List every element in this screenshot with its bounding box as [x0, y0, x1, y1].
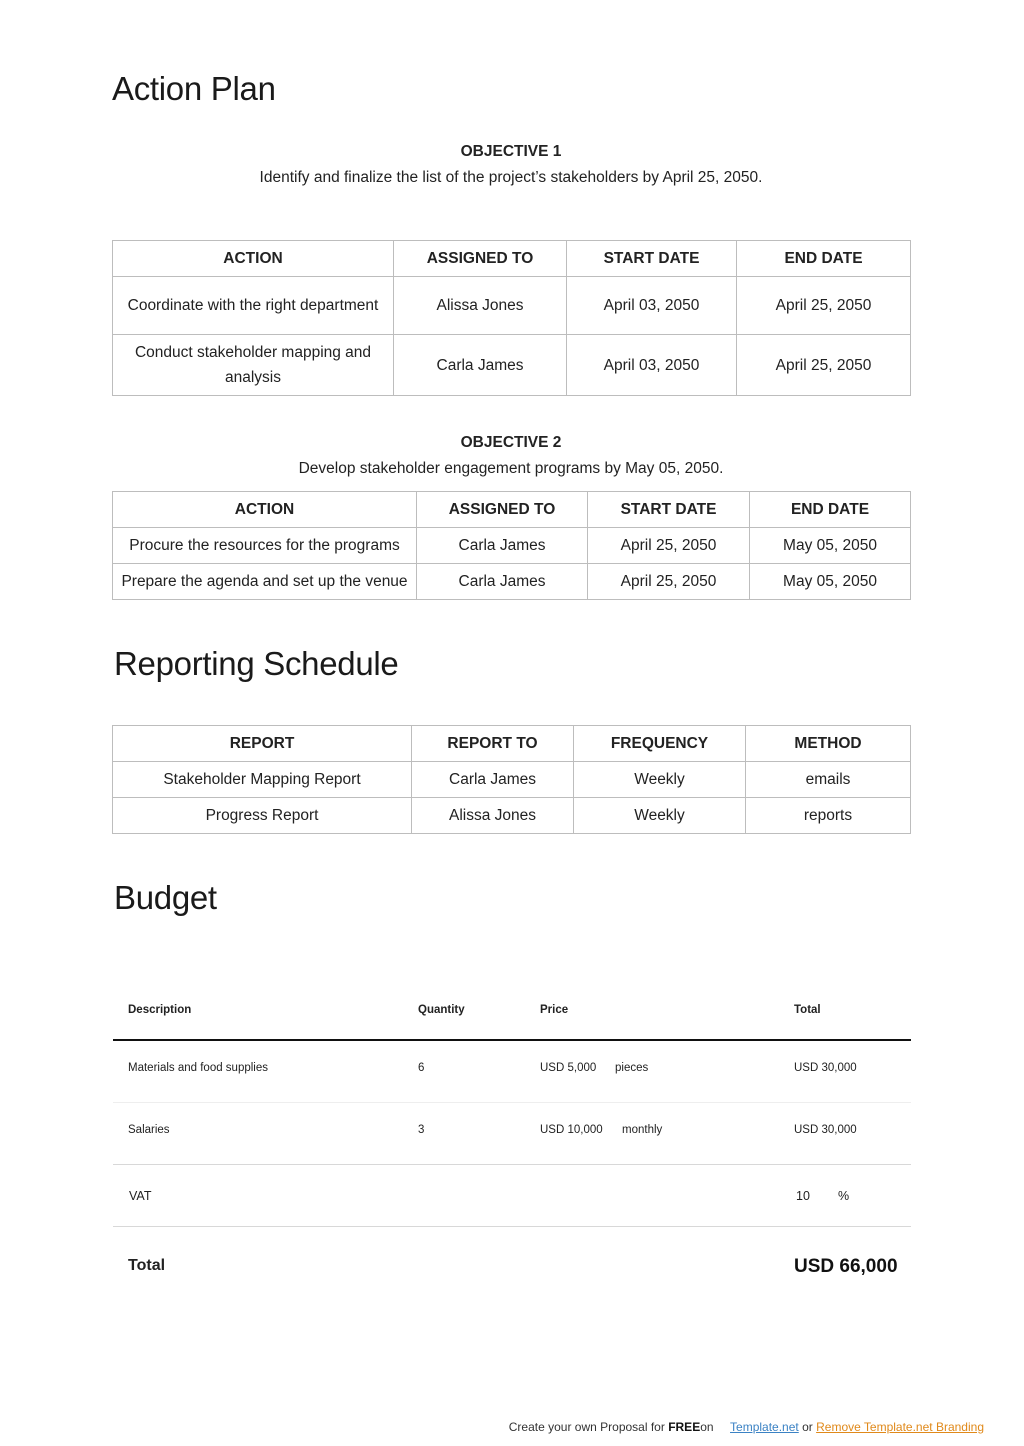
table-row [113, 528, 911, 564]
column-header: END DATE [737, 241, 911, 277]
method-cell: emails [746, 762, 911, 798]
objective-1-title: OBJECTIVE 1 [460, 143, 562, 160]
total-row [113, 1227, 911, 1307]
action-plan-heading: Action Plan [112, 70, 276, 107]
quantity-header: Quantity [418, 1004, 465, 1016]
footer-prefix: Create your own Proposal for [508, 1420, 665, 1434]
column-header: ACTION [113, 241, 394, 277]
item-total: USD 30,000 [794, 1062, 857, 1074]
total-header: Total [794, 1004, 821, 1016]
item-total: USD 30,000 [794, 1124, 857, 1136]
end-date-cell: May 05, 2050 [750, 564, 911, 600]
price-header: Price [540, 1004, 569, 1016]
assignee-cell: Carla James [394, 335, 567, 396]
action-cell: Conduct stakeholder mapping and analysis [113, 335, 394, 396]
reporting-schedule-heading: Reporting Schedule [114, 645, 399, 682]
vat-row [113, 1165, 911, 1227]
item-quantity: 6 [418, 1062, 425, 1074]
budget-item-row [113, 1103, 911, 1165]
footer-or: or [802, 1420, 813, 1434]
branding-footer [509, 1420, 984, 1434]
column-header: FREQUENCY [574, 726, 746, 762]
column-header: END DATE [750, 492, 911, 528]
objective-1-table [112, 240, 911, 396]
table-row [113, 564, 911, 600]
report-cell: Stakeholder Mapping Report [113, 762, 412, 798]
action-cell: Procure the resources for the programs [113, 528, 417, 564]
end-date-cell: April 25, 2050 [737, 277, 911, 335]
table-row [113, 335, 911, 396]
frequency-cell: Weekly [574, 762, 746, 798]
report-to-cell: Carla James [412, 762, 574, 798]
budget-heading: Budget [114, 879, 217, 916]
table-row [113, 762, 911, 798]
column-header: ASSIGNED TO [394, 241, 567, 277]
objective-2-title: OBJECTIVE 2 [460, 434, 562, 451]
item-price: USD 5,000 [540, 1062, 597, 1074]
assignee-cell: Carla James [417, 528, 588, 564]
table-header-row [113, 726, 911, 762]
vat-unit: % [838, 1189, 850, 1203]
assignee-cell: Carla James [417, 564, 588, 600]
remove-branding-link[interactable]: Remove Template.net Branding [816, 1420, 984, 1434]
column-header: ASSIGNED TO [417, 492, 588, 528]
table-header-row [113, 492, 911, 528]
column-header: METHOD [746, 726, 911, 762]
table-header-row [113, 241, 911, 277]
frequency-cell: Weekly [574, 798, 746, 834]
footer-free: FREE [668, 1420, 701, 1434]
objective-2 [112, 434, 910, 478]
objective-1 [112, 143, 910, 187]
column-header: ACTION [113, 492, 417, 528]
method-cell: reports [746, 798, 911, 834]
start-date-cell: April 25, 2050 [588, 528, 750, 564]
reporting-table [112, 725, 911, 834]
item-quantity: 3 [418, 1124, 425, 1136]
vat-label: VAT [129, 1189, 152, 1203]
budget-item-row [113, 1041, 911, 1103]
item-description: Materials and food supplies [128, 1062, 268, 1074]
column-header: REPORT [113, 726, 412, 762]
vat-value: 10 [796, 1189, 810, 1203]
item-description: Salaries [128, 1124, 170, 1136]
column-header: START DATE [588, 492, 750, 528]
objective-2-description: Develop stakeholder engagement programs by May 05, 2050. [298, 460, 724, 477]
assignee-cell: Alissa Jones [394, 277, 567, 335]
action-cell: Prepare the agenda and set up the venue [113, 564, 417, 600]
total-amount: USD 66,000 [794, 1256, 898, 1277]
start-date-cell: April 03, 2050 [567, 335, 737, 396]
start-date-cell: April 25, 2050 [588, 564, 750, 600]
column-header: START DATE [567, 241, 737, 277]
budget-table [113, 975, 911, 1307]
objective-2-table [112, 491, 911, 600]
template-net-link[interactable]: Template.net [730, 1420, 799, 1434]
objective-1-description: Identify and finalize the list of the project’s stakeholders by April 25, 2050. [259, 169, 763, 186]
table-row [113, 277, 911, 335]
item-unit: pieces [615, 1062, 649, 1074]
end-date-cell: April 25, 2050 [737, 335, 911, 396]
action-cell: Coordinate with the right department [113, 277, 394, 335]
end-date-cell: May 05, 2050 [750, 528, 911, 564]
budget-header-row [113, 975, 911, 1041]
table-row [113, 798, 911, 834]
column-header: REPORT TO [412, 726, 574, 762]
item-unit: monthly [622, 1124, 663, 1136]
footer-on: on [700, 1420, 714, 1434]
description-header: Description [128, 1004, 192, 1016]
item-price: USD 10,000 [540, 1124, 603, 1136]
start-date-cell: April 03, 2050 [567, 277, 737, 335]
report-to-cell: Alissa Jones [412, 798, 574, 834]
report-cell: Progress Report [113, 798, 412, 834]
total-label: Total [128, 1257, 166, 1274]
